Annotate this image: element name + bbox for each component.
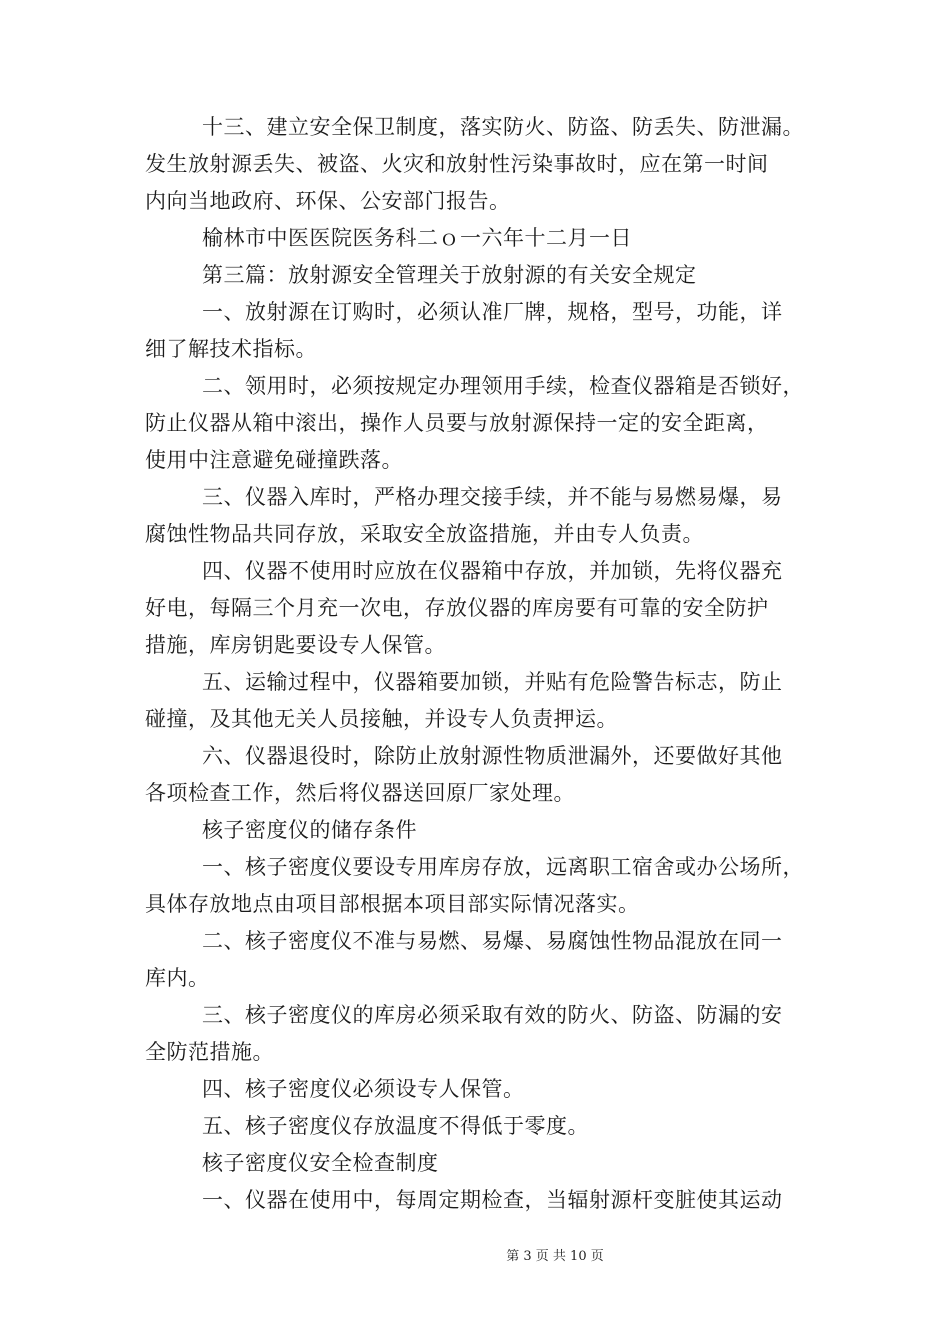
paragraph-line: 防止仪器从箱中滚出，操作人员要与放射源保持一定的安全距离， [145, 411, 769, 435]
paragraph-line: 库内。 [145, 966, 210, 990]
paragraph-line: 全防范措施。 [145, 1040, 274, 1064]
paragraph-line: 三、核子密度仪的库房必须采取有效的防火、防盗、防漏的安 [202, 1003, 783, 1027]
paragraph-line: 四、仪器不使用时应放在仪器箱中存放，并加锁，先将仪器充 [202, 559, 783, 583]
paragraph-line: 腐蚀性物品共同存放，采取安全放盗措施，并由专人负责。 [145, 522, 704, 546]
paragraph-line: 好电，每隔三个月充一次电，存放仪器的库房要有可靠的安全防护 [145, 596, 769, 620]
paragraph-line: 一、仪器在使用中，每周定期检查，当辐射源杆变脏使其运动 [202, 1188, 783, 1212]
section-heading: 核子密度仪安全检查制度 [202, 1151, 439, 1175]
paragraph-line: 细了解技术指标。 [145, 337, 317, 361]
page-number: 第 3 页 共 10 页 [506, 1249, 604, 1264]
signature-line: 榆林市中医医院医务科二ｏ一六年十二月一日 [202, 226, 632, 250]
paragraph-line: 二、领用时，必须按规定办理领用手续，检查仪器箱是否锁好， [202, 374, 804, 398]
paragraph-line: 一、放射源在订购时，必须认准厂牌，规格，型号，功能，详 [202, 300, 783, 324]
paragraph-line: 使用中注意避免碰撞跌落。 [145, 448, 403, 472]
paragraph-line: 具体存放地点由项目部根据本项目部实际情况落实。 [145, 892, 640, 916]
paragraph-line: 发生放射源丢失、被盗、火灾和放射性污染事故时，应在第一时间 [145, 152, 769, 176]
paragraph-line: 五、运输过程中，仪器箱要加锁，并贴有危险警告标志，防止 [202, 670, 783, 694]
paragraph-line: 六、仪器退役时，除防止放射源性物质泄漏外，还要做好其他 [202, 744, 783, 768]
paragraph-line: 二、核子密度仪不准与易燃、易爆、易腐蚀性物品混放在同一 [202, 929, 783, 953]
paragraph-line: 碰撞，及其他无关人员接触，并设专人负责押运。 [145, 707, 618, 731]
paragraph-line: 一、核子密度仪要设专用库房存放，远离职工宿舍或办公场所， [202, 855, 804, 879]
section-heading: 第三篇：放射源安全管理关于放射源的有关安全规定 [202, 263, 697, 287]
paragraph-line: 措施，库房钥匙要设专人保管。 [145, 633, 446, 657]
section-heading: 核子密度仪的储存条件 [202, 818, 417, 842]
paragraph-line: 各项检查工作，然后将仪器送回原厂家处理。 [145, 781, 575, 805]
page-footer [0, 1248, 950, 1266]
paragraph-line: 五、核子密度仪存放温度不得低于零度。 [202, 1114, 589, 1138]
paragraph-line: 四、核子密度仪必须设专人保管。 [202, 1077, 525, 1101]
paragraph-line: 三、仪器入库时，严格办理交接手续，并不能与易燃易爆，易 [202, 485, 783, 509]
paragraph-line: 十三、建立安全保卫制度，落实防火、防盗、防丢失、防泄漏。 [202, 115, 804, 139]
paragraph-line: 内向当地政府、环保、公安部门报告。 [145, 189, 511, 213]
